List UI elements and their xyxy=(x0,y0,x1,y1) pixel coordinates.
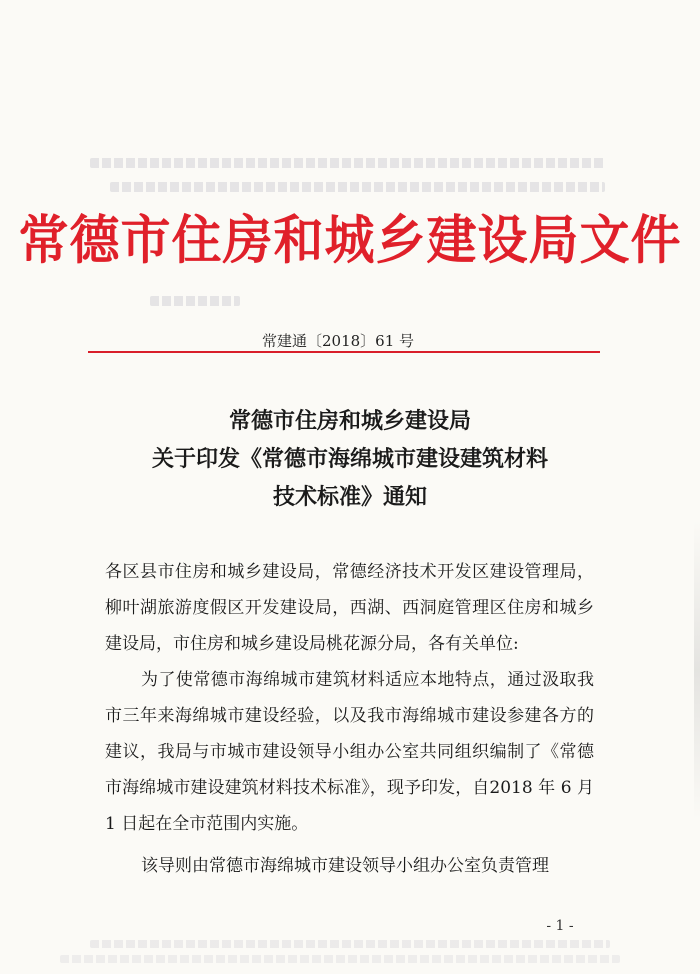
red-header-title: 常德市住房和城乡建设局文件 xyxy=(18,209,682,271)
body-paragraph: 为了使常德市海绵城市建筑材料适应本地特点，通过汲取我市三年来海绵城市建设经验，以及我市海绵城市建设参建各方的建议，我局与市城市建设领导小组办公室共同组织编制了《常德市海绵城市建设建筑材料技术标准》，现予印发，自2018 年 6 月 1 日起在全市范围内实施。 xyxy=(105,670,594,834)
bleed-through-text xyxy=(150,296,240,306)
addressee-paragraph: 各区县市住房和城乡建设局，常德经济技术开发区建设管理局，柳叶湖旅游度假区开发建设局，西湖、西洞庭管理区住房和城乡建设局，市住房和城乡建设局桃花源分局，各有关单位: xyxy=(105,562,594,654)
red-divider-line xyxy=(88,351,600,353)
body-paragraph: 该导则由常德市海绵城市建设领导小组办公室负责管理 xyxy=(141,856,549,876)
bleed-through-text xyxy=(110,182,605,192)
document-number: 常建通〔2018〕61 号 xyxy=(262,332,415,350)
notice-title-line: 常德市住房和城乡建设局 xyxy=(228,408,471,434)
notice-title-line: 技术标准》通知 xyxy=(272,484,427,510)
notice-title xyxy=(0,402,700,516)
bleed-through-text xyxy=(60,955,620,963)
page-number: - 1 - xyxy=(546,918,574,934)
bleed-through-text xyxy=(90,940,610,948)
notice-title-line: 关于印发《常德市海绵城市建设建筑材料 xyxy=(151,446,548,472)
bleed-through-text xyxy=(90,158,605,168)
scan-edge-shadow xyxy=(694,520,700,820)
notice-body xyxy=(105,554,594,884)
